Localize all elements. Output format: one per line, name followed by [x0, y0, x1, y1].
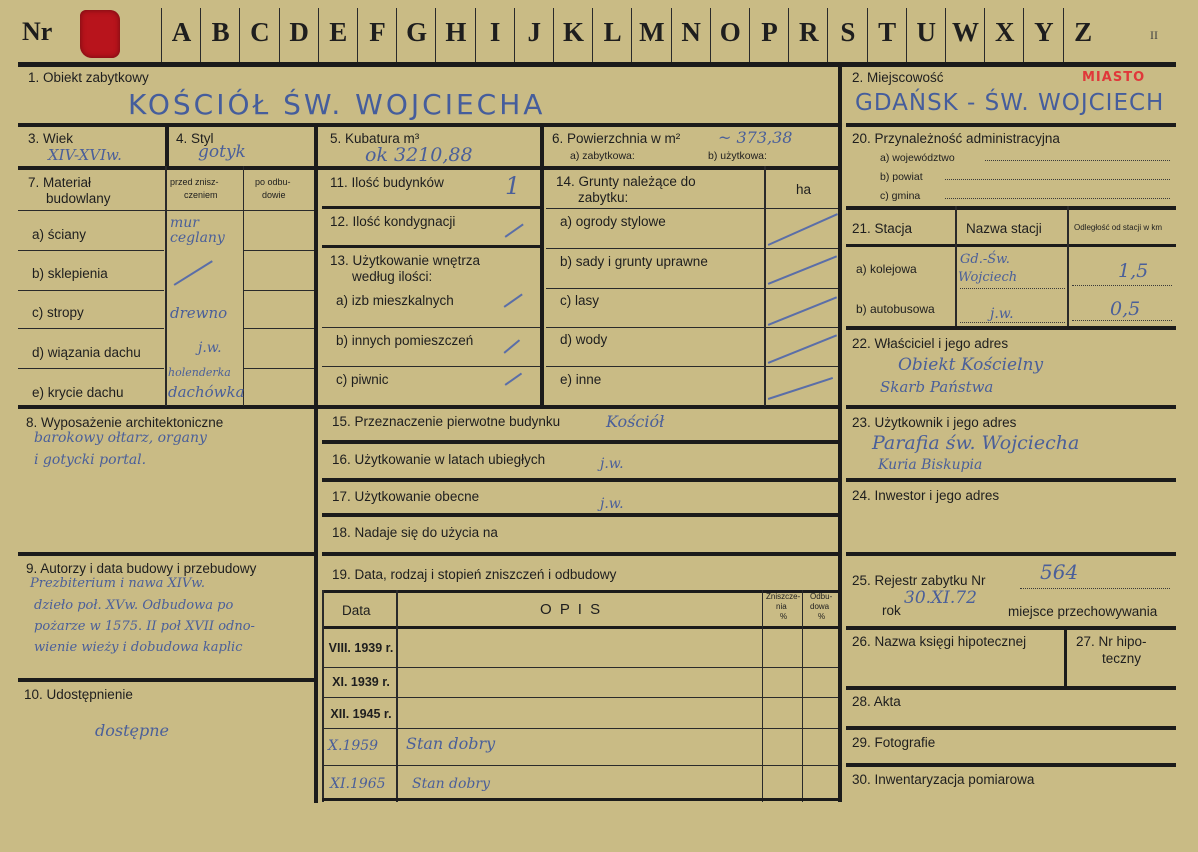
rule	[846, 123, 1176, 127]
field-18-label: 18. Nadaje się do użycia na	[332, 525, 498, 540]
col-station-distance: Odległość od stacji w km	[1074, 223, 1163, 232]
station-name-value: Gd.-Św.	[960, 252, 1010, 267]
field-6-value: ~ 373,38	[718, 128, 793, 147]
field-3-value: XIV-XVIw.	[48, 146, 122, 164]
damage-row-date: XI.1965	[330, 776, 386, 792]
letter-divider	[945, 8, 946, 62]
dotted-line	[1072, 285, 1172, 286]
field-27-label: 27. Nr hipo-	[1076, 634, 1147, 649]
col-after: po odbu-	[255, 177, 291, 187]
field-22-label: 22. Właściciel i jego adres	[852, 336, 1009, 351]
use-row-label: b) innych pomieszczeń	[336, 333, 474, 348]
letter-divider	[1023, 8, 1024, 62]
station-row-label: b) autobusowa	[856, 302, 935, 316]
index-letter: I	[489, 17, 501, 47]
col-zn-header-3: %	[780, 612, 788, 621]
material-row-label: e) krycie dachu	[32, 385, 124, 400]
index-letter: D	[289, 17, 309, 47]
roman-numeral: II	[1150, 28, 1158, 42]
rule	[846, 763, 1176, 767]
rule	[322, 552, 838, 556]
letter-divider	[749, 8, 750, 62]
letter-divider	[984, 8, 985, 62]
letter-divider	[906, 8, 907, 62]
field-29-label: 29. Fotografie	[852, 735, 936, 750]
field-25-label: 25. Rejestr zabytku Nr	[852, 573, 986, 588]
rule	[846, 478, 1176, 482]
land-row-label: e) inne	[560, 372, 602, 387]
rule	[322, 206, 540, 209]
rule	[18, 368, 164, 369]
field-3-label: 3. Wiek	[28, 131, 74, 146]
field-9-line: pożarze w 1575. II poł XVII odno-	[34, 619, 255, 634]
field-11-value: 1	[505, 172, 521, 200]
station-name-value-2: Wojciech	[958, 270, 1018, 285]
field-5-value: ok 3210,88	[365, 144, 473, 166]
dotted-line	[1072, 320, 1172, 321]
rule	[18, 290, 164, 291]
index-letter: T	[878, 17, 897, 47]
field-16-label: 16. Użytkowanie w latach ubiegłych	[332, 452, 546, 467]
field-11-label: 11. Ilość budynków	[330, 175, 444, 190]
letter-divider	[827, 8, 828, 62]
dotted-line	[985, 160, 1170, 161]
rule	[165, 123, 169, 168]
index-letter: M	[639, 17, 665, 47]
index-letter: K	[562, 17, 584, 47]
admin-row-label: b) powiat	[880, 171, 923, 183]
letter-divider	[514, 8, 515, 62]
damage-row-date: X.1959	[328, 738, 379, 754]
dotted-line	[960, 288, 1065, 289]
field-6-label: 6. Powierzchnia w m²	[552, 131, 681, 146]
col-before: przed znisz-	[170, 177, 219, 187]
rule	[762, 590, 763, 802]
rule	[18, 328, 164, 329]
dash-mark	[504, 339, 520, 353]
letter-divider	[631, 8, 632, 62]
dotted-line	[945, 198, 1170, 199]
nr-label: Nr	[22, 17, 53, 46]
letter-divider	[279, 8, 280, 62]
station-distance-value: 1,5	[1118, 260, 1149, 282]
rule	[243, 166, 244, 406]
material-truss-value: j.w.	[198, 340, 222, 356]
field-26-label: 26. Nazwa księgi hipotecznej	[852, 634, 1027, 649]
admin-row-label: c) gmina	[880, 190, 921, 202]
rule	[18, 552, 314, 556]
rule	[396, 590, 398, 802]
index-letter: Y	[1034, 17, 1054, 47]
index-letter: S	[840, 17, 856, 47]
material-walls-value: mur ceglany	[170, 215, 225, 246]
letter-divider	[318, 8, 319, 62]
damage-row-desc: Stan dobry	[406, 734, 496, 753]
material-roof-value: dachówka	[168, 383, 245, 401]
material-ceilings-value: drewno	[170, 304, 228, 322]
index-letter: J	[527, 17, 542, 47]
field-5-label: 5. Kubatura m³	[330, 131, 420, 146]
field-16-value: j.w.	[600, 456, 624, 472]
rule	[846, 326, 1176, 330]
dash-mark	[768, 213, 838, 245]
station-name-value: j.w.	[990, 306, 1014, 322]
register-number: 564	[1040, 560, 1079, 584]
dash-mark	[505, 373, 522, 386]
field-22-value-2: Skarb Państwa	[880, 378, 994, 396]
rule	[955, 206, 957, 326]
field-13-label-2: według ilości:	[352, 269, 433, 284]
letter-divider	[867, 8, 868, 62]
rule	[322, 590, 324, 802]
field-17-value: j.w.	[600, 496, 624, 512]
field-7-label-2: budowlany	[46, 191, 111, 206]
rule	[838, 62, 842, 802]
use-row-label: c) piwnic	[336, 372, 389, 387]
field-17-label: 17. Użytkowanie obecne	[332, 489, 480, 504]
material-row-label: b) sklepienia	[32, 266, 108, 281]
index-letter: U	[916, 17, 937, 47]
rule	[846, 206, 1176, 210]
field-7-label: 7. Materiał	[28, 175, 92, 190]
field-15-label: 15. Przeznaczenie pierwotne budynku	[332, 414, 561, 429]
field-23-value: Parafia św. Wojciecha	[872, 432, 1080, 454]
field-4-label: 4. Styl	[176, 131, 214, 146]
station-distance-value: 0,5	[1110, 298, 1141, 320]
damage-row-date: XII. 1945 r.	[330, 707, 392, 721]
field-23-value-2: Kuria Biskupia	[878, 457, 983, 473]
index-letter: L	[603, 17, 622, 47]
rule	[322, 697, 838, 698]
miasto-stamp: MIASTO	[1082, 70, 1146, 85]
land-row-label: b) sady i grunty uprawne	[560, 254, 708, 269]
field-19-label: 19. Data, rodzaj i stopień zniszczeń i odbudowy	[332, 567, 617, 582]
field-2-label: 2. Miejscowość	[852, 70, 944, 85]
dotted-line	[960, 322, 1065, 323]
rule	[244, 368, 314, 369]
rule	[18, 62, 1176, 67]
admin-row-label: a) województwo	[880, 152, 955, 164]
field-9-line: wienie wieży i dobudowa kaplic	[34, 640, 243, 655]
col-opis-header: O P I S	[540, 601, 603, 618]
damage-row-date: XI. 1939 r.	[332, 675, 390, 689]
col-station-name: Nazwa stacji	[966, 221, 1042, 236]
rule	[322, 798, 838, 801]
material-row-label: c) stropy	[32, 305, 84, 320]
letter-divider	[710, 8, 711, 62]
rule	[322, 327, 540, 328]
rule	[18, 250, 164, 251]
field-8-value-2: i gotycki portal.	[34, 452, 147, 468]
index-letter: X	[994, 17, 1015, 47]
dash-mark	[768, 334, 837, 363]
letter-divider	[435, 8, 436, 62]
rule	[540, 123, 544, 407]
rule	[18, 166, 838, 170]
field-10-label: 10. Udostępnienie	[24, 687, 133, 702]
letter-index	[0, 0, 1198, 62]
rule	[846, 726, 1176, 730]
rule	[322, 478, 838, 482]
rule	[244, 250, 314, 251]
field-14-label-2: zabytku:	[578, 190, 629, 205]
rule	[322, 728, 838, 729]
rule	[322, 440, 838, 444]
col-od-header: Odbu-	[810, 592, 833, 601]
rule	[546, 248, 838, 249]
index-letter: C	[250, 17, 270, 47]
letter-divider	[671, 8, 672, 62]
rule	[18, 210, 314, 211]
rule	[18, 123, 838, 127]
rule	[322, 245, 540, 248]
dash-mark	[504, 294, 523, 308]
field-9-line: dzieło poł. XVw. Odbudowa po	[34, 598, 234, 613]
field-6-sub-a: a) zabytkowa:	[570, 150, 635, 162]
rule	[165, 166, 167, 406]
dash-mark	[768, 296, 837, 325]
dash-mark	[768, 377, 833, 399]
col-before-2: czeniem	[184, 190, 218, 200]
field-2-value: GDAŃSK - ŚW. WOJCIECH	[855, 90, 1165, 116]
field-1-value: KOŚCIÓŁ ŚW. WOJCIECHA	[128, 88, 546, 121]
rule	[846, 626, 1176, 630]
register-year: 30.XI.72	[904, 588, 977, 608]
rule	[546, 208, 838, 209]
rule	[322, 626, 838, 629]
dash-mark	[174, 260, 213, 285]
field-6-sub-b: b) użytkowa:	[708, 150, 767, 162]
field-13-label: 13. Użytkowanie wnętrza	[330, 253, 481, 268]
land-row-label: c) lasy	[560, 293, 600, 308]
material-row-label: d) wiązania dachu	[32, 345, 141, 360]
dash-mark	[768, 255, 837, 284]
rule	[846, 552, 1176, 556]
year-label: rok	[882, 603, 901, 618]
field-20-label: 20. Przynależność administracyjna	[852, 131, 1060, 146]
letter-divider	[475, 8, 476, 62]
letter-divider	[396, 8, 397, 62]
field-9-line: Prezbiterium i nawa XIVw.	[30, 576, 206, 591]
index-letter: H	[445, 17, 467, 47]
use-row-label: a) izb mieszkalnych	[336, 293, 454, 308]
ha-unit: ha	[796, 182, 812, 197]
land-row-label: a) ogrody stylowe	[560, 214, 666, 229]
material-row-label: a) ściany	[32, 227, 87, 242]
dash-mark	[505, 224, 524, 238]
letter-divider	[553, 8, 554, 62]
index-letter: N	[681, 17, 701, 47]
rule	[322, 590, 838, 593]
letter-divider	[200, 8, 201, 62]
field-8-label: 8. Wyposażenie architektoniczne	[26, 415, 224, 430]
field-22-value: Obiekt Kościelny	[898, 355, 1044, 375]
rule	[322, 667, 838, 668]
rule	[18, 678, 314, 682]
rule	[546, 288, 838, 289]
col-zn-header-2: nia	[776, 602, 787, 611]
col-od-header-3: %	[818, 612, 826, 621]
rule	[764, 166, 766, 406]
col-after-2: dowie	[262, 190, 286, 200]
field-30-label: 30. Inwentaryzacja pomiarowa	[852, 772, 1035, 787]
field-4-value: gotyk	[198, 142, 246, 162]
field-12-label: 12. Ilość kondygnacji	[330, 214, 456, 229]
col-od-header-2: dowa	[810, 602, 830, 611]
index-letter: Z	[1074, 17, 1093, 47]
rule	[314, 123, 318, 803]
rule	[846, 244, 1176, 247]
field-9-label: 9. Autorzy i data budowy i przebudowy	[26, 561, 257, 576]
rule	[244, 290, 314, 291]
index-letter: O	[719, 17, 741, 47]
letter-divider	[788, 8, 789, 62]
letter-divider	[357, 8, 358, 62]
rule	[546, 366, 838, 367]
rule	[322, 765, 838, 766]
index-letter: E	[329, 17, 348, 47]
letter-divider	[161, 8, 162, 62]
index-letter: B	[211, 17, 230, 47]
col-zn-header: Zniszcze-	[766, 592, 801, 601]
rule	[846, 686, 1176, 690]
col-date-header: Data	[342, 603, 371, 618]
index-letter: A	[171, 17, 192, 47]
rule	[1064, 626, 1067, 688]
storage-place-label: miejsce przechowywania	[1008, 604, 1158, 619]
damage-row-date: VIII. 1939 r.	[328, 641, 394, 655]
field-24-label: 24. Inwestor i jego adres	[852, 488, 1000, 503]
rule	[1067, 206, 1069, 326]
land-row-label: d) wody	[560, 332, 608, 347]
field-27-label-2: teczny	[1102, 651, 1142, 666]
field-21-label: 21. Stacja	[852, 221, 913, 236]
station-row-label: a) kolejowa	[856, 262, 917, 276]
letter-divider	[592, 8, 593, 62]
field-8-value: barokowy ołtarz, organy	[34, 430, 207, 446]
letter-divider	[1063, 8, 1064, 62]
rule	[18, 405, 838, 409]
field-1-label: 1. Obiekt zabytkowy	[28, 70, 149, 85]
rule	[322, 513, 838, 517]
index-letter: P	[761, 17, 778, 47]
rule	[846, 405, 1176, 409]
index-letter: F	[369, 17, 386, 47]
field-15-value: Kościół	[606, 412, 665, 431]
letter-divider	[239, 8, 240, 62]
rule	[546, 327, 838, 328]
dotted-line	[945, 179, 1170, 180]
dotted-line	[1020, 588, 1170, 589]
index-letter: G	[406, 17, 428, 47]
damage-row-desc: Stan dobry	[412, 776, 490, 792]
field-14-label: 14. Grunty należące do	[556, 174, 696, 189]
field-23-label: 23. Użytkownik i jego adres	[852, 415, 1017, 430]
rule	[322, 366, 540, 367]
rule	[802, 590, 803, 802]
field-28-label: 28. Akta	[852, 694, 901, 709]
index-letter: W	[952, 17, 979, 47]
roof-note: holenderka	[168, 366, 231, 379]
rule	[244, 328, 314, 329]
index-letter: R	[798, 17, 819, 47]
field-10-value: dostępne	[95, 721, 169, 740]
